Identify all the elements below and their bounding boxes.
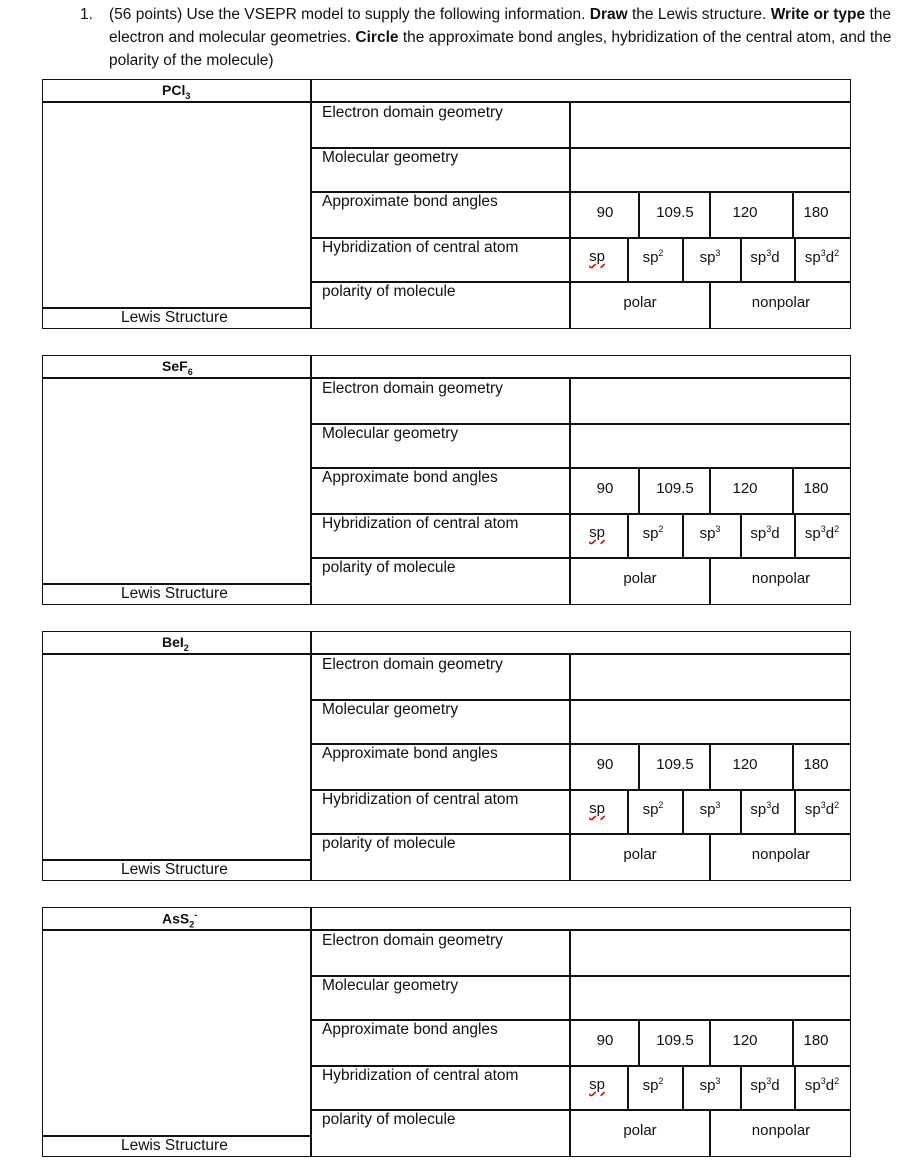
bond-angle-option[interactable]: 120 bbox=[732, 1032, 758, 1049]
hybrid-option-sp[interactable]: sp bbox=[589, 1076, 605, 1093]
cell-divider bbox=[627, 237, 629, 281]
bond-angle-option[interactable]: 90 bbox=[596, 1032, 614, 1049]
lewis-structure-area[interactable] bbox=[44, 103, 309, 306]
formula-charge: - bbox=[194, 910, 198, 920]
write-rest: the electron and molecular geometries. bbox=[109, 6, 892, 46]
cell-divider bbox=[682, 513, 684, 557]
hybrid-option-sp3d2[interactable]: $sp^3d^2$ bbox=[804, 800, 840, 818]
molecular-geometry-label: Molecular geometry bbox=[322, 149, 459, 166]
hybrid-option-sp2[interactable]: $sp^2$ bbox=[642, 800, 664, 818]
cell-divider bbox=[627, 1065, 629, 1109]
lewis-structure-area[interactable] bbox=[44, 379, 309, 582]
bond-angle-option[interactable]: 120 bbox=[732, 756, 758, 773]
write-instruction: Write or type bbox=[770, 6, 866, 23]
cell-divider bbox=[794, 789, 796, 833]
cell-divider bbox=[709, 557, 711, 605]
bond-angle-option[interactable]: 90 bbox=[596, 204, 614, 221]
circle-instruction: Circle bbox=[355, 29, 399, 46]
molecular-geometry-answer[interactable] bbox=[571, 425, 849, 466]
draw-rest: the Lewis structure. bbox=[631, 6, 767, 23]
molecule-formula bbox=[162, 358, 193, 377]
lewis-structure-label: Lewis Structure bbox=[121, 1137, 228, 1154]
hybrid-option-sp3d[interactable]: $sp^3d$ bbox=[750, 800, 780, 818]
polarity-label: polarity of molecule bbox=[322, 283, 456, 300]
formula-subscript: 6 bbox=[187, 366, 193, 377]
hybridization-label: Hybridization of central atom bbox=[322, 1067, 519, 1084]
lewis-structure-label: Lewis Structure bbox=[121, 861, 228, 878]
molecule-formula bbox=[162, 910, 197, 929]
bond-angle-option[interactable]: 180 bbox=[803, 756, 829, 773]
bond-angles-label: Approximate bond angles bbox=[322, 1021, 498, 1038]
lewis-structure-label: Lewis Structure bbox=[121, 585, 228, 602]
lewis-structure-area[interactable] bbox=[44, 931, 309, 1134]
cell-divider bbox=[794, 1065, 796, 1109]
question-points: (56 points) Use the VSEPR model to supply the following information. bbox=[109, 6, 586, 23]
bond-angle-option[interactable]: 120 bbox=[732, 480, 758, 497]
polarity-option-nonpolar[interactable]: nonpolar bbox=[751, 1122, 811, 1139]
circle-rest: the approximate bond angles, hybridization of the central atom, and the polarity of the molecule) bbox=[109, 29, 892, 69]
polarity-option-polar[interactable]: polar bbox=[623, 846, 657, 863]
electron-geometry-label: Electron domain geometry bbox=[322, 380, 503, 397]
hybrid-option-sp3d[interactable]: $sp^3d$ bbox=[750, 248, 780, 266]
molecular-geometry-label: Molecular geometry bbox=[322, 425, 459, 442]
cell-divider bbox=[638, 1019, 640, 1065]
hybrid-option-sp3[interactable]: $sp^3$ bbox=[699, 1076, 721, 1094]
bond-angle-option[interactable]: 90 bbox=[596, 756, 614, 773]
hybrid-option-sp3d[interactable]: $sp^3d$ bbox=[750, 524, 780, 542]
electron-geometry-answer[interactable] bbox=[571, 655, 849, 698]
lewis-structure-label: Lewis Structure bbox=[121, 309, 228, 326]
bond-angle-option[interactable]: 90 bbox=[596, 480, 614, 497]
cell-divider bbox=[709, 1109, 711, 1157]
cell-divider bbox=[794, 513, 796, 557]
polarity-label: polarity of molecule bbox=[322, 559, 456, 576]
bond-angles-label: Approximate bond angles bbox=[322, 193, 498, 210]
hybrid-option-sp2[interactable]: $sp^2$ bbox=[642, 524, 664, 542]
molecule-formula bbox=[162, 634, 189, 653]
molecule-block bbox=[42, 79, 851, 329]
lewis-structure-area[interactable] bbox=[44, 655, 309, 858]
hybrid-option-sp2[interactable]: $sp^2$ bbox=[642, 248, 664, 266]
hybridization-label: Hybridization of central atom bbox=[322, 791, 519, 808]
bond-angles-label: Approximate bond angles bbox=[322, 745, 498, 762]
bond-angle-option[interactable]: 109.5 bbox=[656, 1032, 694, 1049]
hybrid-option-sp[interactable]: sp bbox=[589, 248, 605, 265]
hybrid-option-sp3d2[interactable]: $sp^3d^2$ bbox=[804, 248, 840, 266]
bond-angle-option[interactable]: 120 bbox=[732, 204, 758, 221]
molecule-block bbox=[42, 631, 851, 881]
cell-divider bbox=[709, 1019, 711, 1065]
column-divider bbox=[310, 907, 312, 1157]
hybrid-option-sp3[interactable]: $sp^3$ bbox=[699, 248, 721, 266]
formula-subscript: 2 bbox=[183, 642, 189, 653]
formula-base: BeI bbox=[162, 634, 184, 650]
molecule-formula bbox=[162, 82, 190, 101]
column-divider bbox=[310, 79, 312, 329]
polarity-option-polar[interactable]: polar bbox=[623, 1122, 657, 1139]
hybrid-option-sp3[interactable]: $sp^3$ bbox=[699, 524, 721, 542]
cell-divider bbox=[682, 237, 684, 281]
electron-geometry-answer[interactable] bbox=[571, 103, 849, 146]
question-number: 1. bbox=[80, 6, 93, 23]
molecular-geometry-answer[interactable] bbox=[571, 701, 849, 742]
cell-divider bbox=[627, 513, 629, 557]
electron-geometry-answer[interactable] bbox=[571, 931, 849, 974]
cell-divider bbox=[709, 743, 711, 789]
hybrid-option-sp3[interactable]: $sp^3$ bbox=[699, 800, 721, 818]
cell-divider bbox=[709, 833, 711, 881]
bond-angle-option[interactable]: 109.5 bbox=[656, 480, 694, 497]
formula-base: AsS bbox=[162, 910, 190, 927]
draw-instruction: Draw bbox=[589, 6, 628, 23]
polarity-label: polarity of molecule bbox=[322, 1111, 456, 1128]
polarity-option-polar[interactable]: polar bbox=[623, 570, 657, 587]
hybrid-option-sp[interactable]: sp bbox=[589, 524, 605, 541]
bond-angle-option[interactable]: 180 bbox=[803, 480, 829, 497]
hybrid-option-sp3d2[interactable]: $sp^3d^2$ bbox=[804, 1076, 840, 1094]
polarity-option-nonpolar[interactable]: nonpolar bbox=[751, 846, 811, 863]
bond-angle-option[interactable]: 180 bbox=[803, 1032, 829, 1049]
hybridization-label: Hybridization of central atom bbox=[322, 515, 519, 532]
formula-base: PCl bbox=[162, 82, 186, 98]
cell-divider bbox=[709, 191, 711, 237]
cell-divider bbox=[627, 789, 629, 833]
electron-geometry-answer[interactable] bbox=[571, 379, 849, 422]
hybridization-label: Hybridization of central atom bbox=[322, 239, 519, 256]
question-text bbox=[109, 3, 899, 72]
cell-divider bbox=[709, 281, 711, 329]
molecular-geometry-answer[interactable] bbox=[571, 977, 849, 1018]
cell-divider bbox=[682, 1065, 684, 1109]
cell-divider bbox=[638, 191, 640, 237]
polarity-option-polar[interactable]: polar bbox=[623, 294, 657, 311]
cell-divider bbox=[682, 789, 684, 833]
cell-divider bbox=[740, 789, 742, 833]
molecule-block bbox=[42, 907, 851, 1157]
molecule-block bbox=[42, 355, 851, 605]
polarity-option-nonpolar[interactable]: nonpolar bbox=[751, 294, 811, 311]
cell-divider bbox=[740, 237, 742, 281]
cell-divider bbox=[638, 467, 640, 513]
formula-subscript: 3 bbox=[185, 90, 191, 101]
electron-geometry-label: Electron domain geometry bbox=[322, 104, 503, 121]
column-divider bbox=[310, 355, 312, 605]
polarity-option-nonpolar[interactable]: nonpolar bbox=[751, 570, 811, 587]
formula-base: SeF bbox=[162, 358, 188, 374]
formula-subscript: 2 bbox=[189, 919, 195, 930]
electron-geometry-label: Electron domain geometry bbox=[322, 656, 503, 673]
cell-divider bbox=[740, 1065, 742, 1109]
molecular-geometry-answer[interactable] bbox=[571, 149, 849, 190]
hybrid-option-sp[interactable]: sp bbox=[589, 800, 605, 817]
cell-divider bbox=[794, 237, 796, 281]
question-header bbox=[0, 0, 904, 78]
column-divider bbox=[310, 631, 312, 881]
hybrid-option-sp3d[interactable]: $sp^3d$ bbox=[750, 1076, 780, 1094]
hybrid-option-sp2[interactable]: $sp^2$ bbox=[642, 1076, 664, 1094]
cell-divider bbox=[740, 513, 742, 557]
bond-angle-option[interactable]: 180 bbox=[803, 204, 829, 221]
cell-divider bbox=[638, 743, 640, 789]
cell-divider bbox=[709, 467, 711, 513]
electron-geometry-label: Electron domain geometry bbox=[322, 932, 503, 949]
bond-angles-label: Approximate bond angles bbox=[322, 469, 498, 486]
molecular-geometry-label: Molecular geometry bbox=[322, 977, 459, 994]
bond-angle-option[interactable]: 109.5 bbox=[656, 756, 694, 773]
hybrid-option-sp3d2[interactable]: $sp^3d^2$ bbox=[804, 524, 840, 542]
molecular-geometry-label: Molecular geometry bbox=[322, 701, 459, 718]
polarity-label: polarity of molecule bbox=[322, 835, 456, 852]
bond-angle-option[interactable]: 109.5 bbox=[656, 204, 694, 221]
